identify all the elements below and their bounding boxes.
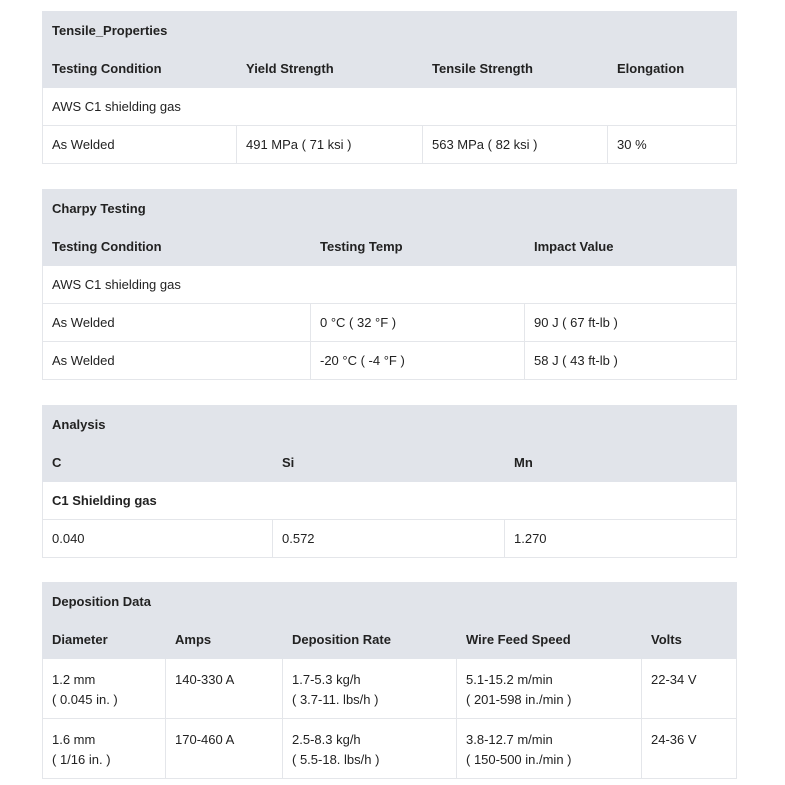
cell-line: 1.2 mm (52, 672, 96, 687)
column-header: Diameter (43, 621, 166, 659)
group-row: C1 Shielding gas (43, 482, 737, 520)
column-header: Volts (642, 621, 737, 659)
table-cell (166, 659, 283, 719)
cell-line: 5.1-15.2 m/min (466, 672, 553, 687)
cell-line: 22-34 V (651, 672, 697, 687)
cell-line: ( 5.5-18. lbs/h ) (292, 752, 380, 767)
table-cell (457, 719, 642, 779)
table-row (43, 659, 737, 719)
cell-line: 170-460 A (175, 732, 235, 747)
group-row: AWS C1 shielding gas (43, 88, 737, 126)
column-header: Tensile Strength (423, 50, 608, 88)
table-cell (43, 659, 166, 719)
column-header: Testing Condition (43, 228, 311, 266)
table-title: Deposition Data (43, 583, 737, 621)
column-header: Si (273, 444, 505, 482)
table-cell: 58 J ( 43 ft-lb ) (525, 342, 737, 380)
column-header: Testing Temp (311, 228, 525, 266)
cell-line: 3.8-12.7 m/min (466, 732, 553, 747)
column-header: Yield Strength (237, 50, 423, 88)
deposition-data-table (42, 582, 737, 779)
table-cell (166, 719, 283, 779)
table-cell: 90 J ( 67 ft-lb ) (525, 304, 737, 342)
table-cell: 1.270 (505, 520, 737, 558)
table-cell: As Welded (43, 126, 237, 164)
table-title: Analysis (43, 406, 737, 444)
table-cell (43, 719, 166, 779)
column-header: Amps (166, 621, 283, 659)
table-cell (642, 659, 737, 719)
table-cell: -20 °C ( -4 °F ) (311, 342, 525, 380)
table-cell (283, 659, 457, 719)
column-header: Deposition Rate (283, 621, 457, 659)
column-header: Mn (505, 444, 737, 482)
tensile-properties-table (42, 11, 737, 164)
cell-line: 140-330 A (175, 672, 235, 687)
column-header: Wire Feed Speed (457, 621, 642, 659)
table-row (43, 520, 737, 558)
table-row (43, 126, 737, 164)
column-header: Elongation (608, 50, 737, 88)
table-row (43, 719, 737, 779)
cell-line: ( 201-598 in./min ) (466, 692, 572, 707)
table-cell (642, 719, 737, 779)
cell-line: 2.5-8.3 kg/h (292, 732, 361, 747)
column-header: Testing Condition (43, 50, 237, 88)
cell-line: 1.6 mm (52, 732, 96, 747)
table-cell: 30 % (608, 126, 737, 164)
table-row (43, 342, 737, 380)
table-cell: 563 MPa ( 82 ksi ) (423, 126, 608, 164)
table-cell: 491 MPa ( 71 ksi ) (237, 126, 423, 164)
table-cell: 0.040 (43, 520, 273, 558)
table-cell (283, 719, 457, 779)
cell-line: ( 1/16 in. ) (52, 752, 111, 767)
table-cell (457, 659, 642, 719)
analysis-table (42, 405, 737, 558)
table-row (43, 304, 737, 342)
group-row: AWS C1 shielding gas (43, 266, 737, 304)
column-header: C (43, 444, 273, 482)
table-title: Tensile_Properties (43, 12, 737, 50)
cell-line: ( 150-500 in./min ) (466, 752, 572, 767)
table-cell: 0.572 (273, 520, 505, 558)
cell-line: ( 0.045 in. ) (52, 692, 118, 707)
column-header: Impact Value (525, 228, 737, 266)
table-title: Charpy Testing (43, 190, 737, 228)
charpy-testing-table (42, 189, 737, 380)
cell-line: 1.7-5.3 kg/h (292, 672, 361, 687)
cell-line: 24-36 V (651, 732, 697, 747)
cell-line: ( 3.7-11. lbs/h ) (292, 692, 379, 707)
table-cell: 0 °C ( 32 °F ) (311, 304, 525, 342)
table-cell: As Welded (43, 342, 311, 380)
table-cell: As Welded (43, 304, 311, 342)
